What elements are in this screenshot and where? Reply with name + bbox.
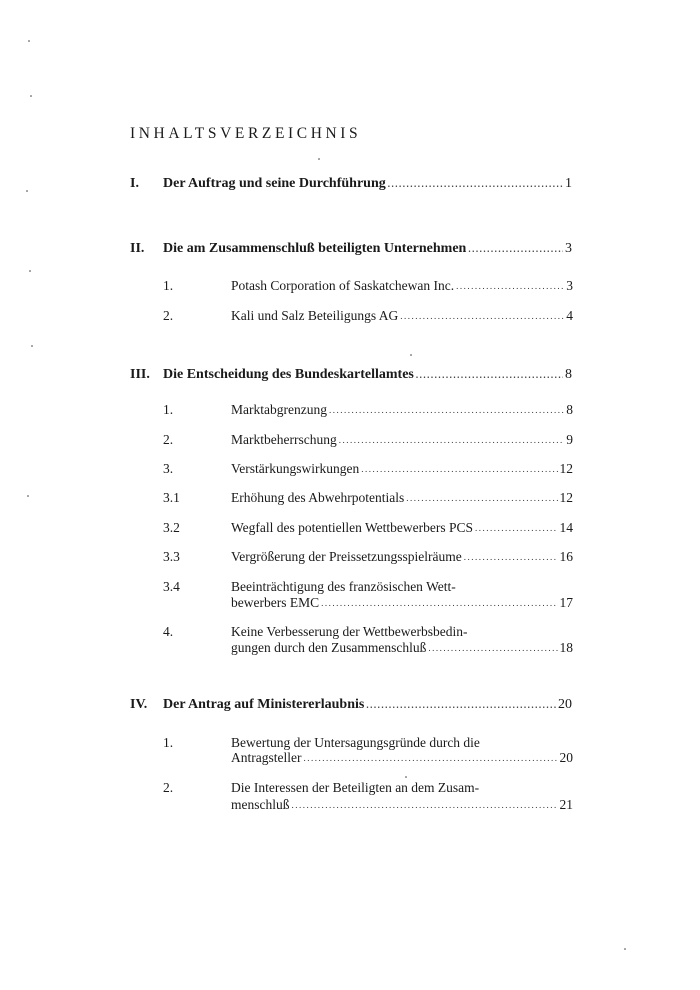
scan-speck [318,158,320,160]
entry-label: Verstärkungswirkungen [231,461,360,476]
scan-speck [30,95,32,97]
entry-label: Wegfall des potentiellen Wettbewerbers PCS [231,520,474,535]
entry-label-line1: Die Interessen der Beteiligten an dem Zusam- [231,780,480,795]
entry-label: Potash Corporation of Saskatchewan Inc. [231,278,455,293]
entry-label-line1: Beeinträchtigung des französischen Wett- [231,579,456,594]
dot-leader [303,754,557,763]
scan-speck [624,948,626,950]
section-label: Die Entscheidung des Bundeskartellamtes [163,367,414,382]
page-title: INHALTSVERZEICHNIS [130,125,362,142]
page-number: 16 [559,549,573,564]
page-number: 20 [558,697,572,712]
entry-label-line1: Bewertung der Untersagungsgründe durch die [231,735,480,750]
dot-leader [400,312,564,321]
page-number: 3 [566,278,573,293]
scan-speck [31,345,33,347]
scan-speck [27,495,29,497]
scan-speck [28,40,30,42]
section-number: IV. [130,697,148,712]
page-number: 9 [566,432,573,447]
entry-label: Erhöhung des Abwehrpotentials [231,490,405,505]
toc-section-4[interactable] [130,697,572,713]
page-number: 14 [559,520,573,535]
entry-number: 3. [163,461,174,476]
entry-number: 3.3 [163,549,180,564]
scan-speck [405,776,407,778]
section-label: Der Auftrag und seine Durchführung [163,176,386,191]
page-number: 18 [559,640,573,655]
page-number: 8 [565,367,572,382]
dot-leader [475,524,557,533]
scan-speck [29,270,31,272]
entry-number: 4. [163,624,174,639]
section-label: Der Antrag auf Ministererlaubnis [163,697,365,712]
dot-leader [361,465,557,474]
entry-number: 3.1 [163,490,180,505]
scan-speck [410,354,412,356]
dot-leader [388,180,563,189]
entry-label-line1: Keine Verbesserung der Wettbewerbsbedin- [231,624,468,639]
toc-section-1[interactable] [130,176,572,192]
entry-label: Kali und Salz Beteiligungs AG [231,308,399,323]
entry-number: 3.2 [163,520,180,535]
section-label: Die am Zusammenschluß beteiligten Unternehmen [163,241,467,256]
scan-speck [26,190,28,192]
dot-leader [428,644,557,653]
toc-section-2[interactable] [130,241,572,257]
toc-section-3[interactable] [130,367,572,383]
page-number: 4 [566,308,573,323]
entry-number: 2. [163,780,174,795]
page-number: 17 [559,595,573,610]
dot-leader [416,371,563,380]
entry-label-line2: Antragsteller [231,750,302,765]
entry-label-line2: menschluß [231,797,290,812]
entry-number: 2. [163,308,174,323]
page-number: 3 [565,241,572,256]
page-number: 8 [566,402,573,417]
section-number: III. [130,367,150,382]
entry-number: 2. [163,432,174,447]
entry-number: 1. [163,278,174,293]
entry-number: 3.4 [163,579,180,594]
dot-leader [456,282,564,291]
dot-leader [464,553,558,562]
dot-leader [329,406,564,415]
page-number: 1 [565,176,572,191]
dot-leader [339,436,565,445]
entry-label-line2: gungen durch den Zusammenschluß [231,640,427,655]
entry-label: Marktabgrenzung [231,402,327,417]
entry-label-line2: bewerbers EMC [231,595,320,610]
entry-label: Marktbeherrschung [231,432,337,447]
page-number: 20 [559,750,573,765]
page-number: 12 [559,461,573,476]
section-number: I. [130,176,139,191]
dot-leader [406,494,557,503]
page-number: 21 [559,797,573,812]
section-number: II. [130,241,145,256]
page-number: 12 [559,490,573,505]
dot-leader [366,701,556,710]
dot-leader [292,801,558,810]
entry-number: 1. [163,735,174,750]
dot-leader [321,599,557,608]
entry-number: 1. [163,402,174,417]
dot-leader [468,245,563,254]
entry-label: Vergrößerung der Preissetzungsspielräume [231,549,462,564]
